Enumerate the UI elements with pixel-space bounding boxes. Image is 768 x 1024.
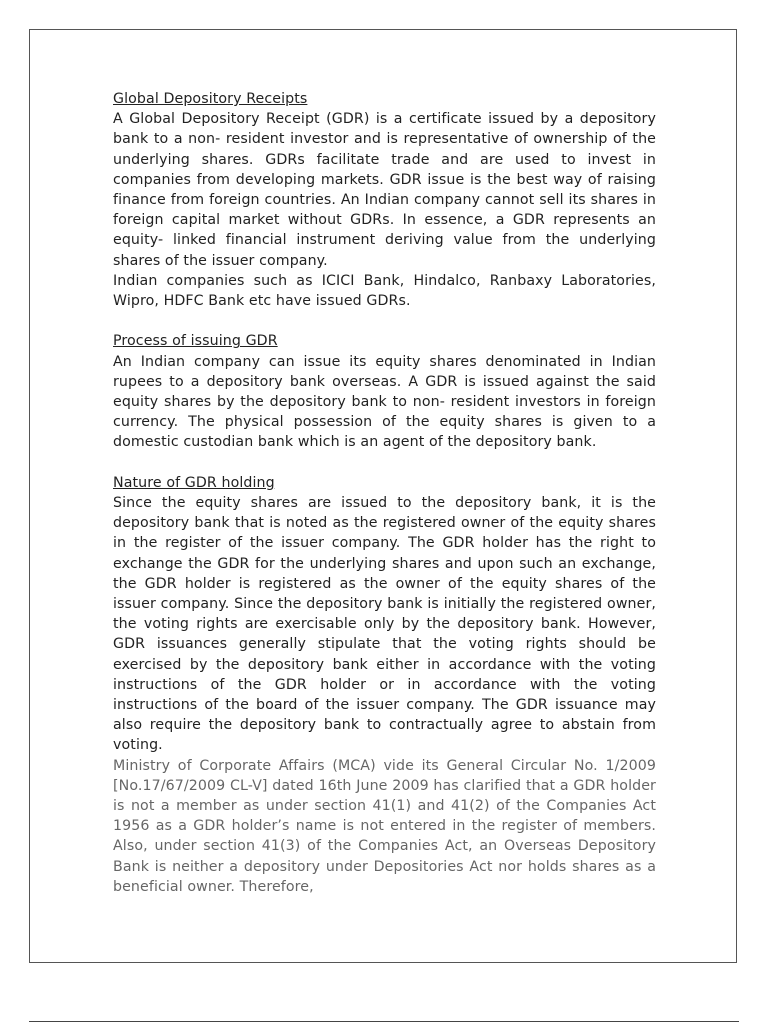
paragraph-process: An Indian company can issue its equity shares denominated in Indian rupees to a depository bank overseas. A GDR is issued against the said equity shares by the depository bank to non- resident investors in foreign currency. The physical possession of the equity shares is given to a domestic custodian bank which is an agent of the depository bank. bbox=[113, 353, 656, 451]
paragraph-gdr-definition: A Global Depository Receipt (GDR) is a certificate issued by a depository bank to a non- resident investor and is representative of ownership of the underlying shares. GDRs facilitate trade and are used to invest in companies from developing markets. GDR issue is the best way of raising finance from foreign countries. An Indian company cannot sell its shares in foreign capital market without GDRs. In essence, a GDR represents an equity- linked financial instrument deriving value from the underlying shares of the issuer company. bbox=[113, 111, 656, 269]
document-body bbox=[113, 89, 656, 897]
paragraph-nature: Since the equity shares are issued to the depository bank, it is the depository bank that is noted as the registered owner of the equity shares in the register of the issuer company. The GDR holder has the right to exchange the GDR for the underlying shares and upon such an exchange, the GDR holder is registered as the owner of the equity shares of the issuer company. Since the depository bank is initially the registered owner, the voting rights are exercisable only by the depository bank. However, GDR issuances generally stipulate that the voting rights should be exercised by the depository bank either in accordance with the voting instructions of the GDR holder or in accordance with the voting instructions of the board of the issuer company. The GDR issuance may also require the depository bank to contractually agree to abstain from voting. bbox=[113, 495, 656, 754]
section-heading-gdr: Global Depository Receipts bbox=[113, 91, 308, 107]
next-page-edge bbox=[29, 1021, 739, 1022]
paragraph-gdr-issuers: Indian companies such as ICICI Bank, Hindalco, Ranbaxy Laboratories, Wipro, HDFC Bank etc have issued GDRs. bbox=[113, 272, 656, 310]
section-heading-nature: Nature of GDR holding bbox=[113, 474, 275, 491]
section-spacer bbox=[113, 453, 656, 473]
paragraph-mca-circular: Ministry of Corporate Affairs (MCA) vide its General Circular No. 1/2009 [No.17/67/2009 CL-V] dated 16th June 2009 has clarified that a GDR holder is not a member as under section 41(1) and 41(2) of the Companies Act 1956 as a GDR holder’s name is not entered in the register of members. Also, under section 41(3) of the Companies Act, an Overseas Depository Bank is neither a depository under Depositories Act nor holds shares as a beneficial owner. Therefore, bbox=[113, 757, 656, 895]
section-spacer bbox=[113, 311, 656, 331]
section-heading-process: Process of issuing GDR bbox=[113, 333, 278, 350]
